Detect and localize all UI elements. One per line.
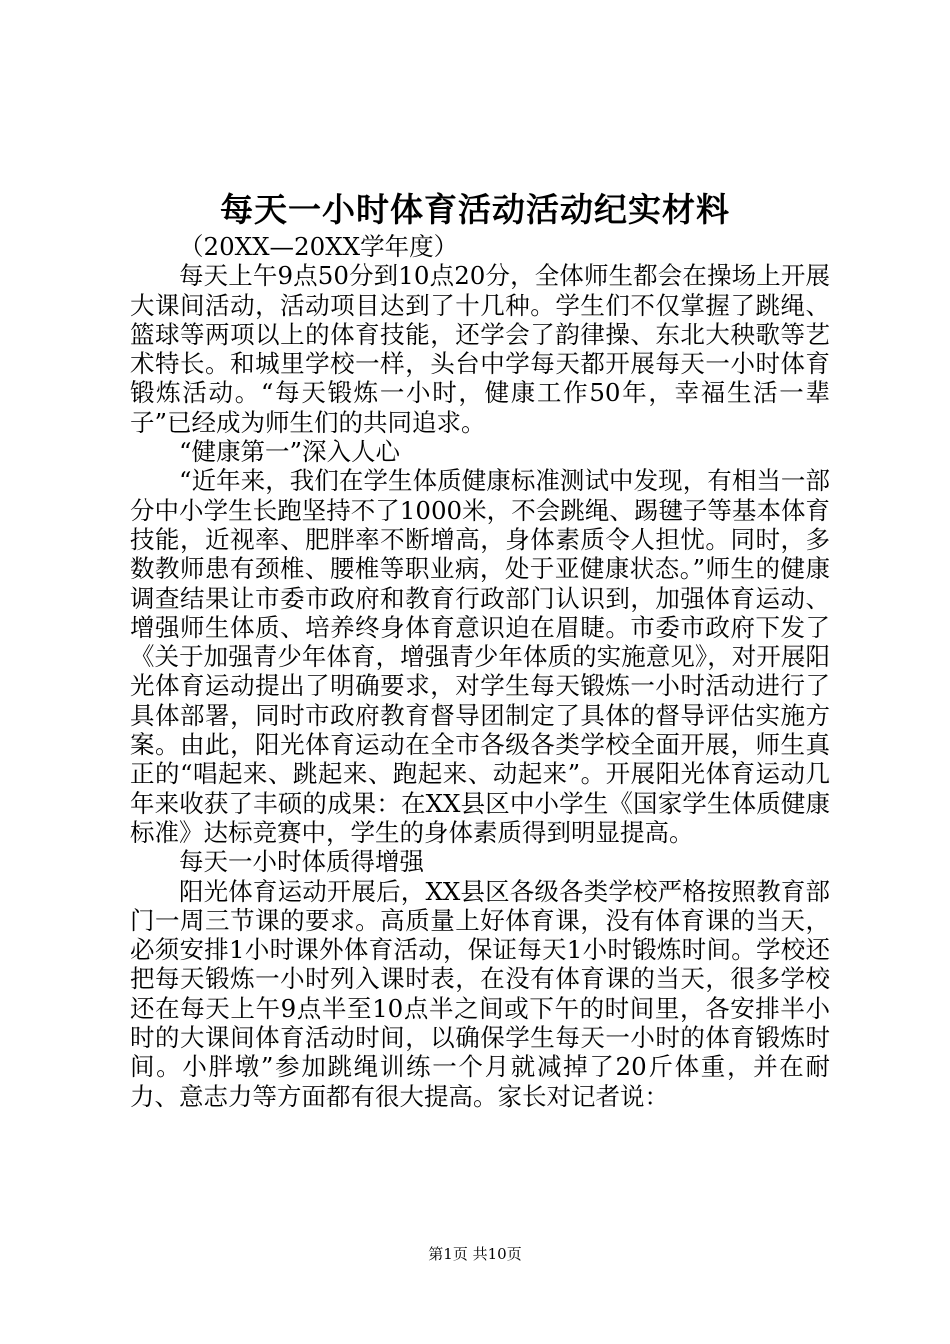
- intro-paragraph: 每天上午9点50分到10点20分，全体师生都会在操场上开展大课间活动，活动项目达到了十几种。学生们不仅掌握了跳绳、篮球等两项以上的体育技能，还学会了韵律操、东北大秧歌等艺术特长。和城里学校一样，头台中学每天都开展每天一小时体育锻炼活动。“每天锻炼一小时，健康工作50年，幸福生活一辈子”已经成为师生们的共同追求。: [130, 261, 830, 437]
- health-survey-paragraph: “近年来，我们在学生体质健康标准测试中发现，有相当一部分中小学生长跑坚持不了1000米，不会跳绳、踢毽子等基本体育技能，近视率、肥胖率不断增高，身体素质令人担忧。同时，多数教师患有颈椎、腰椎等职业病，处于亚健康状态。”师生的健康调查结果让市委市政府和教育行政部门认识到，加强体育运动、增强师生体质、培养终身体育意识迫在眉睫。市委市政府下发了《关于加强青少年体育，增强青少年体质的实施意见》，对开展阳光体育运动提出了明确要求，对学生每天锻炼一小时活动进行了具体部署，同时市政府教育督导团制定了具体的督导评估实施方案。由此，阳光体育运动在全市各级各类学校全面开展，师生真正的“唱起来、跳起来、跑起来、动起来”。开展阳光体育运动几年来收获了丰硕的成果：在XX县区中小学生《国家学生体质健康标准》达标竞赛中，学生的身体素质得到明显提高。: [130, 466, 830, 847]
- section-heading-daily-hour: 每天一小时体质得增强: [179, 847, 424, 877]
- page-number-footer: 第1页 共10页: [428, 1245, 522, 1263]
- sunshine-sports-paragraph: 阳光体育运动开展后，XX县区各级各类学校严格按照教育部门一周三节课的要求。高质量上好体育课，没有体育课的当天，必须安排1小时课外体育活动，保证每天1小时锻炼时间。学校还把每天锻炼一小时列入课时表，在没有体育课的当天，很多学校还在每天上午9点半至10点半之间或下午的时间里，各安排半小时的大课间体育活动时间，以确保学生每天一小时的体育锻炼时间。小胖墩”参加跳绳训练一个月就减掉了20斤体重，并在耐力、意志力等方面都有很大提高。家长对记者说：: [130, 876, 830, 1111]
- document-title: 每天一小时体育活动活动纪实材料: [220, 190, 730, 229]
- section-heading-health-first: “健康第一”深入人心: [179, 437, 401, 467]
- school-year-line: （20XX—20XX学年度）: [179, 232, 459, 261]
- document-body: [130, 232, 830, 1111]
